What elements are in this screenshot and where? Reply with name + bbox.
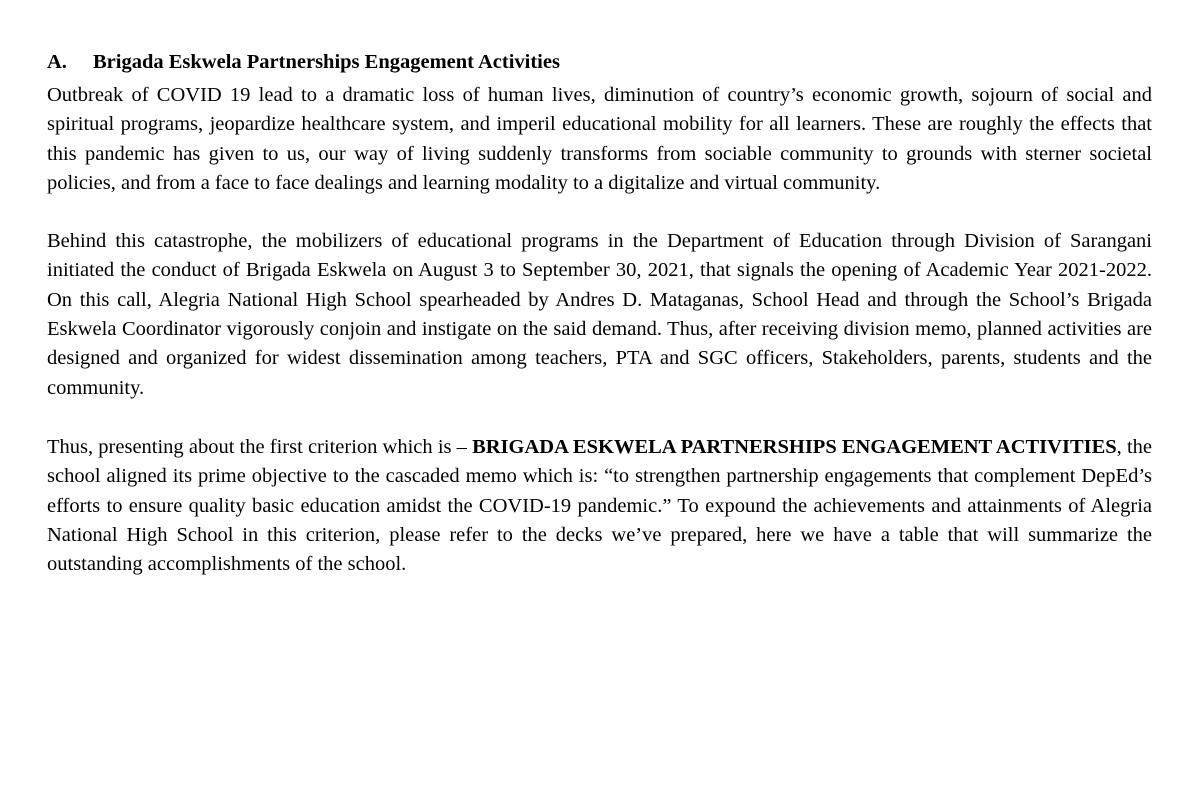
document-page	[47, 48, 1152, 579]
paragraph-criterion-start: Thus, presenting about the first criterion which is –	[47, 435, 473, 458]
paragraph-criterion-end: , the school aligned its prime objective to the cascaded memo which is: “to strengthen partnership engagements that complement DepEd’s efforts to ensure quality basic education amidst the COVID-19 pandemic.” To expound the achievements and attainments of Alegria National High School in this criterion, please refer to the decks we’ve prepared, here we have a table that will summarize the outstanding accomplishments of the school.	[47, 435, 1153, 576]
section-heading	[47, 48, 1152, 76]
paragraph-covid-effects: Outbreak of COVID 19 lead to a dramatic loss of human lives, diminution of country’s economic growth, sojourn of social and spiritual programs, jeopardize healthcare system, and imperil educational mobility for all learners. These are roughly the effects that this pandemic has given to us, our way of living suddenly transforms from sociable community to grounds with sterner societal policies, and from a face to face dealings and learning modality to a digitalize and virtual community.	[47, 84, 1152, 194]
criterion-name: BRIGADA ESKWELA PARTNERSHIPS ENGAGEMENT ACTIVITIES	[472, 435, 1117, 458]
section-letter: A.	[47, 51, 67, 73]
paragraph-brigada-initiation: Behind this catastrophe, the mobilizers of educational programs in the Department of Education through Division of Sarangani initiated the conduct of Brigada Eskwela on August 3 to September 30, 2021, that signals the opening of Academic Year 2021-2022. On this call, Alegria National High School spearheaded by Andres D. Mataganas, School Head and through the School’s Brigada Eskwela Coordinator vigorously conjoin and instigate on the said demand. Thus, after receiving division memo, planned activities are designed and organized for widest dissemination among teachers, PTA and SGC officers, Stakeholders, parents, students and the community.	[47, 230, 1152, 399]
section-title: Brigada Eskwela Partnerships Engagement Activities	[93, 51, 560, 73]
paragraph-criterion	[47, 433, 1152, 579]
